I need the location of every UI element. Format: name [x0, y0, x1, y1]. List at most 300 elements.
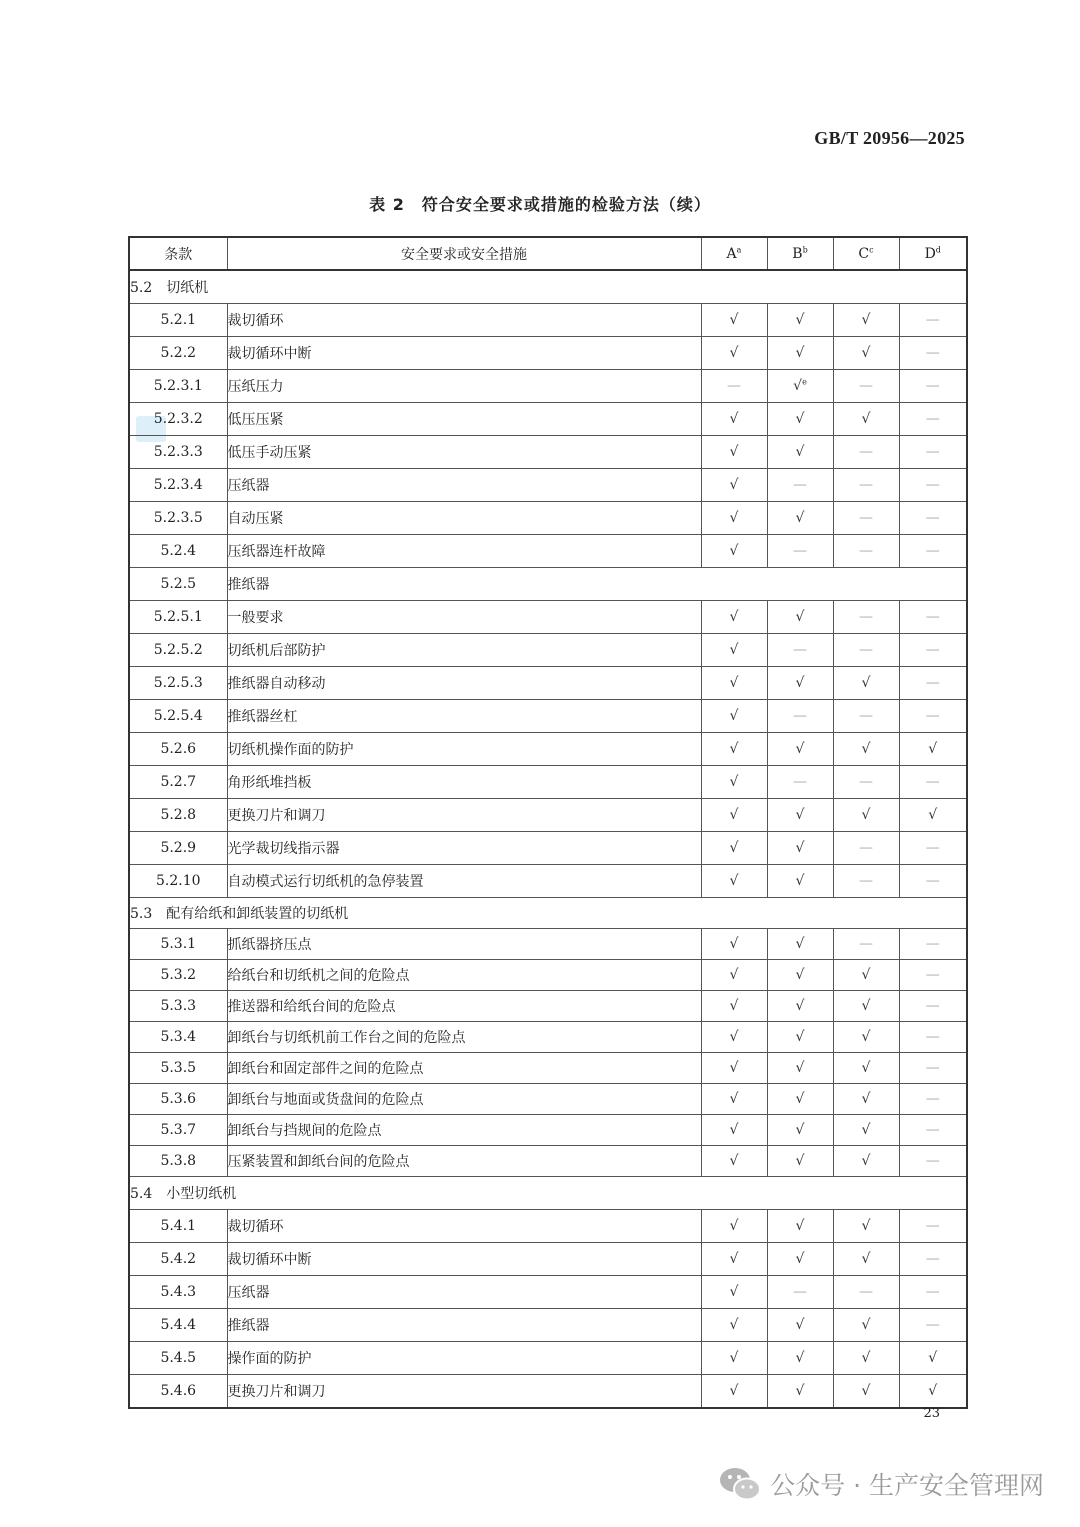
method-a-mark: √: [729, 741, 739, 757]
method-b-cell: [767, 601, 833, 634]
method-b-mark: —: [793, 1284, 807, 1300]
method-c-mark: —: [859, 774, 873, 790]
clause-cell: 5.2.2: [129, 337, 227, 370]
method-d-mark: —: [925, 774, 940, 790]
method-a-cell: [701, 991, 767, 1022]
method-c-cell: [833, 1146, 899, 1177]
method-c-mark: —: [859, 543, 873, 559]
method-d-mark: —: [925, 708, 940, 724]
method-b-mark: √: [795, 1317, 805, 1333]
method-d-mark: —: [925, 1122, 940, 1138]
wechat-icon: [718, 1464, 762, 1504]
method-b-mark: √: [795, 967, 805, 983]
requirement-cell: 压纸器: [227, 469, 701, 502]
method-a-cell: [701, 337, 767, 370]
method-a-cell: [701, 700, 767, 733]
clause-cell: 5.2.3.1: [129, 370, 227, 403]
table-row: [129, 1210, 967, 1243]
method-d-mark: —: [925, 936, 940, 952]
method-d-cell: [899, 1210, 967, 1243]
method-d-cell: [899, 1276, 967, 1309]
method-b-mark: √: [795, 510, 805, 526]
method-b-mark: √: [795, 1153, 805, 1169]
method-a-cell: [701, 832, 767, 865]
table-row: [129, 799, 967, 832]
method-a-mark: —: [727, 378, 741, 394]
col-header-a-label: A: [726, 245, 737, 262]
method-c-mark: √: [861, 1153, 871, 1169]
method-a-mark: √: [729, 1350, 739, 1366]
method-d-mark: —: [925, 510, 940, 526]
method-a-cell: [701, 865, 767, 898]
clause-cell: 5.2.7: [129, 766, 227, 799]
method-c-mark: √: [861, 1317, 871, 1333]
col-header-d-label: D: [924, 245, 936, 262]
clause-cell: 5.2.3.3: [129, 436, 227, 469]
method-d-cell: [899, 337, 967, 370]
method-d-mark: —: [925, 444, 940, 460]
table-row: [129, 535, 967, 568]
table-row: [129, 403, 967, 436]
method-b-cell: [767, 634, 833, 667]
method-b-cell: [767, 960, 833, 991]
clause-cell: 5.2.4: [129, 535, 227, 568]
watermark: [718, 1464, 1044, 1504]
table-row: [129, 929, 967, 960]
method-c-mark: √: [861, 312, 871, 328]
requirement-cell: 推纸器自动移动: [227, 667, 701, 700]
method-b-mark: √: [795, 998, 805, 1014]
method-a-cell: [701, 634, 767, 667]
method-c-mark: —: [859, 510, 873, 526]
section-title: 5.4 小型切纸机: [129, 1177, 967, 1210]
table-row: [129, 634, 967, 667]
section-row: [129, 898, 967, 929]
method-d-cell: [899, 799, 967, 832]
method-a-mark: √: [729, 510, 739, 526]
method-b-mark: √: [795, 1383, 805, 1399]
table-row: [129, 1309, 967, 1342]
method-a-mark: √: [729, 936, 739, 952]
method-a-cell: [701, 1053, 767, 1084]
requirement-cell: 裁切循环: [227, 304, 701, 337]
method-c-mark: √: [861, 1218, 871, 1234]
method-c-mark: —: [859, 378, 873, 394]
method-b-cell: [767, 1276, 833, 1309]
table-row: [129, 1022, 967, 1053]
method-a-cell: [701, 929, 767, 960]
method-a-mark: √: [729, 1153, 739, 1169]
col-header-c-label: C: [858, 245, 870, 262]
col-header-c: [833, 237, 899, 270]
method-b-mark: —: [793, 642, 807, 658]
method-a-cell: [701, 1342, 767, 1375]
method-b-mark: √: [795, 1029, 805, 1045]
method-b-cell: [767, 991, 833, 1022]
method-b-cell: [767, 667, 833, 700]
col-header-c-note: c: [869, 244, 874, 254]
method-b-mark: —: [793, 774, 807, 790]
requirement-cell: 压纸器连杆故障: [227, 535, 701, 568]
clause-cell: 5.4.5: [129, 1342, 227, 1375]
table-body: [129, 270, 967, 1408]
method-c-mark: √: [861, 741, 871, 757]
col-header-d-note: d: [935, 244, 941, 254]
method-b-mark: —: [793, 543, 807, 559]
method-c-mark: —: [859, 840, 873, 856]
method-a-cell: [701, 1309, 767, 1342]
table-row: [129, 1342, 967, 1375]
method-b-cell: [767, 929, 833, 960]
method-b-mark: √: [795, 1350, 805, 1366]
table-row: [129, 865, 967, 898]
clause-cell: 5.2.8: [129, 799, 227, 832]
method-c-cell: [833, 700, 899, 733]
method-a-cell: [701, 1146, 767, 1177]
clause-cell: 5.2.5: [129, 568, 227, 601]
method-c-cell: [833, 1342, 899, 1375]
method-c-mark: √: [861, 345, 871, 361]
method-a-cell: [701, 469, 767, 502]
method-b-mark: √: [795, 807, 805, 823]
method-c-mark: √: [861, 1350, 871, 1366]
method-d-mark: —: [925, 477, 940, 493]
section-row: [129, 270, 967, 304]
method-c-cell: [833, 1053, 899, 1084]
requirement-cell: 裁切循环中断: [227, 1243, 701, 1276]
clause-cell: 5.4.6: [129, 1375, 227, 1409]
requirement-cell: 推纸器: [227, 568, 967, 601]
method-d-mark: —: [925, 873, 940, 889]
requirement-cell: 一般要求: [227, 601, 701, 634]
method-b-cell: [767, 403, 833, 436]
method-c-mark: √: [861, 1251, 871, 1267]
method-d-cell: [899, 700, 967, 733]
method-c-cell: [833, 337, 899, 370]
method-c-cell: [833, 929, 899, 960]
method-d-mark: —: [925, 967, 940, 983]
method-a-cell: [701, 1375, 767, 1409]
method-a-cell: [701, 1243, 767, 1276]
table-row: [129, 1276, 967, 1309]
method-b-cell: [767, 370, 833, 403]
requirement-cell: 推纸器: [227, 1309, 701, 1342]
method-b-mark: √: [795, 444, 805, 460]
requirement-cell: 卸纸台与地面或货盘间的危险点: [227, 1084, 701, 1115]
method-d-cell: [899, 304, 967, 337]
method-d-cell: [899, 1375, 967, 1409]
method-a-cell: [701, 766, 767, 799]
method-a-mark: √: [729, 1060, 739, 1076]
requirement-cell: 低压手动压紧: [227, 436, 701, 469]
method-b-mark: √: [795, 609, 805, 625]
requirement-cell: 压纸器: [227, 1276, 701, 1309]
requirement-cell: 压紧装置和卸纸台间的危险点: [227, 1146, 701, 1177]
method-d-cell: [899, 634, 967, 667]
requirement-cell: 压纸压力: [227, 370, 701, 403]
table-row: [129, 502, 967, 535]
method-b-mark: √: [795, 840, 805, 856]
method-b-cell: [767, 469, 833, 502]
method-b-cell: [767, 502, 833, 535]
method-b-mark: √: [795, 1218, 805, 1234]
method-c-mark: √: [861, 1091, 871, 1107]
method-c-mark: √: [861, 1122, 871, 1138]
method-b-cell: [767, 700, 833, 733]
method-c-mark: —: [859, 936, 873, 952]
method-d-mark: —: [925, 543, 940, 559]
method-c-cell: [833, 601, 899, 634]
method-a-cell: [701, 535, 767, 568]
table-row: [129, 304, 967, 337]
col-header-a-note: a: [736, 244, 742, 254]
table-row: [129, 1115, 967, 1146]
method-c-cell: [833, 1309, 899, 1342]
method-d-cell: [899, 1115, 967, 1146]
method-c-cell: [833, 991, 899, 1022]
method-d-cell: [899, 865, 967, 898]
method-c-mark: √: [861, 411, 871, 427]
method-b-cell: [767, 337, 833, 370]
method-b-cell: [767, 1243, 833, 1276]
method-c-cell: [833, 502, 899, 535]
method-d-cell: [899, 1146, 967, 1177]
method-d-cell: [899, 929, 967, 960]
method-c-mark: —: [859, 444, 873, 460]
method-d-mark: —: [925, 1251, 940, 1267]
method-c-mark: —: [859, 1284, 873, 1300]
clause-cell: 5.2.5.1: [129, 601, 227, 634]
method-b-cell: [767, 1375, 833, 1409]
table-row: [129, 667, 967, 700]
method-d-mark: —: [925, 1218, 940, 1234]
method-d-mark: —: [925, 1284, 940, 1300]
method-a-cell: [701, 733, 767, 766]
requirement-cell: 低压压紧: [227, 403, 701, 436]
method-d-mark: —: [925, 1153, 940, 1169]
col-header-b-label: B: [792, 245, 803, 262]
clause-cell: 5.3.8: [129, 1146, 227, 1177]
section-title: 5.2 切纸机: [129, 270, 967, 304]
method-b-cell: [767, 1342, 833, 1375]
method-d-cell: [899, 1022, 967, 1053]
method-c-mark: √: [861, 998, 871, 1014]
inspection-methods-table: [128, 236, 968, 1409]
requirement-cell: 更换刀片和调刀: [227, 799, 701, 832]
method-a-mark: √: [729, 1284, 739, 1300]
method-c-cell: [833, 1276, 899, 1309]
method-d-cell: [899, 535, 967, 568]
table-row: [129, 832, 967, 865]
method-b-mark: √: [795, 1060, 805, 1076]
clause-cell: 5.3.3: [129, 991, 227, 1022]
method-d-cell: [899, 733, 967, 766]
method-d-cell: [899, 991, 967, 1022]
clause-cell: 5.3.6: [129, 1084, 227, 1115]
method-c-cell: [833, 766, 899, 799]
method-d-mark: √: [928, 807, 938, 823]
table-row: [129, 766, 967, 799]
method-d-mark: —: [925, 840, 940, 856]
table-row: [129, 1084, 967, 1115]
method-d-cell: [899, 766, 967, 799]
method-d-cell: [899, 370, 967, 403]
requirement-cell: 裁切循环: [227, 1210, 701, 1243]
method-b-cell: [767, 436, 833, 469]
method-c-cell: [833, 403, 899, 436]
method-a-cell: [701, 601, 767, 634]
method-a-cell: [701, 1084, 767, 1115]
method-c-mark: √: [861, 807, 871, 823]
method-b-mark: √: [795, 1251, 805, 1267]
method-d-cell: [899, 436, 967, 469]
table-row: [129, 700, 967, 733]
method-c-cell: [833, 733, 899, 766]
method-d-mark: —: [925, 1317, 940, 1333]
method-a-cell: [701, 1276, 767, 1309]
col-header-d: [899, 237, 967, 270]
method-d-mark: —: [925, 1029, 940, 1045]
requirement-cell: 自动压紧: [227, 502, 701, 535]
method-c-cell: [833, 1084, 899, 1115]
subhead-row: [129, 568, 967, 601]
method-a-mark: √: [729, 873, 739, 889]
method-d-mark: —: [925, 411, 940, 427]
method-c-mark: √: [861, 1060, 871, 1076]
method-a-mark: √: [729, 1218, 739, 1234]
requirement-cell: 切纸机后部防护: [227, 634, 701, 667]
method-a-cell: [701, 436, 767, 469]
method-b-mark: —: [793, 708, 807, 724]
method-a-mark: √: [729, 1122, 739, 1138]
section-row: [129, 1177, 967, 1210]
watermark-text: 公众号 · 生产安全管理网: [770, 1471, 1044, 1500]
requirement-cell: 卸纸台和固定部件之间的危险点: [227, 1053, 701, 1084]
requirement-cell: 推送器和给纸台间的危险点: [227, 991, 701, 1022]
method-c-cell: [833, 1022, 899, 1053]
method-a-mark: √: [729, 708, 739, 724]
method-a-mark: √: [729, 1251, 739, 1267]
method-a-mark: √: [729, 543, 739, 559]
method-c-cell: [833, 535, 899, 568]
method-c-mark: —: [859, 477, 873, 493]
table-row: [129, 436, 967, 469]
requirement-cell: 给纸台和切纸机之间的危险点: [227, 960, 701, 991]
method-d-cell: [899, 403, 967, 436]
method-b-mark: √: [795, 741, 805, 757]
method-c-mark: √: [861, 675, 871, 691]
method-d-mark: —: [925, 642, 940, 658]
method-a-mark: √: [729, 1091, 739, 1107]
method-d-cell: [899, 960, 967, 991]
method-c-mark: √: [861, 1383, 871, 1399]
method-d-cell: [899, 667, 967, 700]
requirement-cell: 抓纸器挤压点: [227, 929, 701, 960]
method-a-mark: √: [729, 411, 739, 427]
clause-cell: 5.2.10: [129, 865, 227, 898]
method-d-mark: √: [928, 1383, 938, 1399]
method-c-cell: [833, 960, 899, 991]
method-a-cell: [701, 799, 767, 832]
method-d-mark: —: [925, 998, 940, 1014]
method-a-mark: √: [729, 1383, 739, 1399]
method-b-mark: —: [793, 477, 807, 493]
method-b-mark: √: [795, 675, 805, 691]
method-d-mark: —: [925, 312, 940, 328]
method-d-cell: [899, 601, 967, 634]
col-header-requirement: 安全要求或安全措施: [227, 237, 701, 270]
method-c-cell: [833, 1375, 899, 1409]
table-row: [129, 337, 967, 370]
col-header-b-note: b: [802, 244, 808, 254]
table-row: [129, 1243, 967, 1276]
method-d-cell: [899, 1053, 967, 1084]
method-a-cell: [701, 502, 767, 535]
method-c-mark: √: [861, 1029, 871, 1045]
method-d-mark: —: [925, 675, 940, 691]
clause-cell: 5.3.2: [129, 960, 227, 991]
method-b-cell: [767, 1084, 833, 1115]
method-a-mark: √: [729, 675, 739, 691]
method-d-mark: —: [925, 1060, 940, 1076]
requirement-cell: 光学裁切线指示器: [227, 832, 701, 865]
method-d-cell: [899, 1309, 967, 1342]
method-d-cell: [899, 1243, 967, 1276]
clause-cell: 5.2.3.4: [129, 469, 227, 502]
method-a-cell: [701, 1210, 767, 1243]
clause-cell: 5.2.5.2: [129, 634, 227, 667]
method-a-cell: [701, 1022, 767, 1053]
method-a-cell: [701, 960, 767, 991]
method-b-cell: [767, 304, 833, 337]
method-a-mark: √: [729, 1029, 739, 1045]
method-b-cell: [767, 799, 833, 832]
method-b-cell: [767, 1210, 833, 1243]
method-a-mark: √: [729, 807, 739, 823]
table-row: [129, 601, 967, 634]
method-c-mark: —: [859, 609, 873, 625]
method-a-cell: [701, 403, 767, 436]
clause-cell: 5.4.1: [129, 1210, 227, 1243]
section-title: 5.3 配有给纸和卸纸装置的切纸机: [129, 898, 967, 929]
requirement-cell: 更换刀片和调刀: [227, 1375, 701, 1409]
table-row: [129, 1146, 967, 1177]
method-b-cell: [767, 865, 833, 898]
table-row: [129, 370, 967, 403]
table-row: [129, 1375, 967, 1409]
method-d-mark: —: [925, 609, 940, 625]
method-c-cell: [833, 634, 899, 667]
table-row: [129, 960, 967, 991]
method-a-mark: √: [729, 477, 739, 493]
method-c-cell: [833, 469, 899, 502]
method-a-mark: √: [729, 774, 739, 790]
requirement-cell: 卸纸台与切纸机前工作台之间的危险点: [227, 1022, 701, 1053]
method-b-cell: [767, 1022, 833, 1053]
requirement-cell: 切纸机操作面的防护: [227, 733, 701, 766]
method-b-cell: [767, 766, 833, 799]
method-c-mark: —: [859, 873, 873, 889]
method-c-mark: —: [859, 642, 873, 658]
method-b-cell: [767, 832, 833, 865]
method-b-cell: [767, 535, 833, 568]
method-c-cell: [833, 865, 899, 898]
method-a-mark: √: [729, 967, 739, 983]
requirement-cell: 操作面的防护: [227, 1342, 701, 1375]
table-row: [129, 991, 967, 1022]
method-a-mark: √: [729, 444, 739, 460]
method-b-mark: √: [795, 345, 805, 361]
